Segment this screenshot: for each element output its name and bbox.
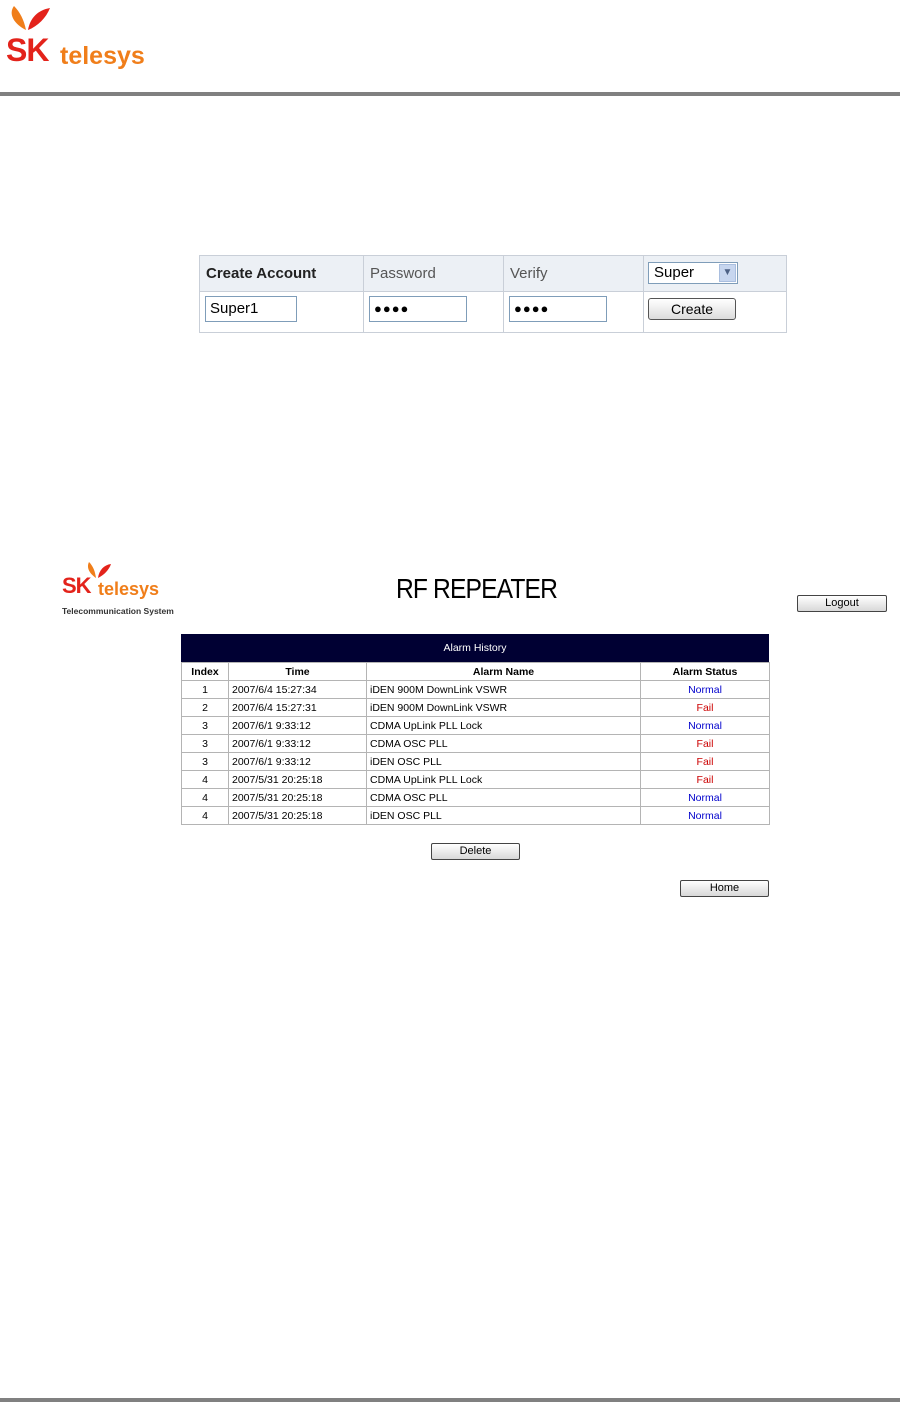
- alarm-history-table: [181, 662, 770, 825]
- home-button[interactable]: Home: [680, 880, 769, 897]
- row-alarm-name: iDEN OSC PLL: [367, 807, 641, 825]
- row-alarm-status: Fail: [641, 753, 770, 771]
- username-field[interactable]: Super1: [205, 296, 297, 322]
- row-alarm-status: Fail: [641, 735, 770, 753]
- alarm-history-banner: Alarm History: [181, 634, 769, 662]
- verify-label: Verify: [510, 265, 548, 282]
- column-header-alarm-status: Alarm Status: [641, 663, 770, 681]
- row-alarm-name: iDEN 900M DownLink VSWR: [367, 681, 641, 699]
- row-index: 4: [182, 807, 229, 825]
- logo-sk-text: SK: [6, 32, 49, 68]
- row-time: 2007/6/4 15:27:34: [229, 681, 367, 699]
- logout-button[interactable]: Logout: [797, 595, 887, 612]
- row-alarm-status: Normal: [641, 717, 770, 735]
- row-alarm-name: CDMA UpLink PLL Lock: [367, 771, 641, 789]
- table-row: [182, 807, 770, 825]
- row-time: 2007/5/31 20:25:18: [229, 807, 367, 825]
- logo-telesys-text: telesys: [60, 42, 145, 70]
- row-index: 3: [182, 735, 229, 753]
- row-index: 4: [182, 789, 229, 807]
- table-row: [182, 717, 770, 735]
- column-header-time: Time: [229, 663, 367, 681]
- logo-subtitle: Telecommunication System: [62, 606, 174, 616]
- verify-field[interactable]: ●●●●: [509, 296, 607, 322]
- row-index: 2: [182, 699, 229, 717]
- account-level-select[interactable]: [648, 262, 738, 284]
- row-alarm-status: Normal: [641, 807, 770, 825]
- create-button[interactable]: Create: [648, 298, 736, 320]
- create-account-title: Create Account: [206, 265, 317, 282]
- table-row: [182, 681, 770, 699]
- row-index: 3: [182, 753, 229, 771]
- row-alarm-name: CDMA UpLink PLL Lock: [367, 717, 641, 735]
- logo-telesys-text: telesys: [98, 579, 160, 599]
- create-account-header-row: [200, 256, 786, 292]
- sk-telesys-logo-small: [62, 560, 202, 620]
- page-title: RF REPEATER: [396, 573, 557, 604]
- row-alarm-name: iDEN OSC PLL: [367, 753, 641, 771]
- table-row: [182, 699, 770, 717]
- password-label: Password: [370, 265, 436, 282]
- create-account-input-row: [200, 292, 786, 332]
- row-alarm-status: Fail: [641, 771, 770, 789]
- logo-sk-text: SK: [62, 573, 91, 598]
- column-header-alarm-name: Alarm Name: [367, 663, 641, 681]
- table-row: [182, 771, 770, 789]
- row-time: 2007/6/1 9:33:12: [229, 735, 367, 753]
- row-time: 2007/5/31 20:25:18: [229, 771, 367, 789]
- row-index: 1: [182, 681, 229, 699]
- chevron-down-icon[interactable]: ▼: [719, 264, 736, 282]
- row-time: 2007/6/1 9:33:12: [229, 753, 367, 771]
- table-row: [182, 753, 770, 771]
- row-alarm-name: iDEN 900M DownLink VSWR: [367, 699, 641, 717]
- row-alarm-name: CDMA OSC PLL: [367, 789, 641, 807]
- row-alarm-status: Fail: [641, 699, 770, 717]
- row-index: 3: [182, 717, 229, 735]
- table-row: [182, 789, 770, 807]
- alarm-history-panel: [181, 634, 769, 825]
- delete-button[interactable]: Delete: [431, 843, 520, 860]
- row-time: 2007/6/1 9:33:12: [229, 717, 367, 735]
- account-level-value: Super: [654, 264, 695, 281]
- sk-telesys-logo: [4, 2, 154, 74]
- password-field[interactable]: ●●●●: [369, 296, 467, 322]
- create-account-panel: [199, 255, 787, 333]
- bottom-divider: [0, 1398, 900, 1402]
- row-index: 4: [182, 771, 229, 789]
- row-alarm-status: Normal: [641, 789, 770, 807]
- row-alarm-name: CDMA OSC PLL: [367, 735, 641, 753]
- table-header-row: [182, 663, 770, 681]
- top-divider: [0, 92, 900, 96]
- row-time: 2007/5/31 20:25:18: [229, 789, 367, 807]
- row-time: 2007/6/4 15:27:31: [229, 699, 367, 717]
- table-row: [182, 735, 770, 753]
- row-alarm-status: Normal: [641, 681, 770, 699]
- column-header-index: Index: [182, 663, 229, 681]
